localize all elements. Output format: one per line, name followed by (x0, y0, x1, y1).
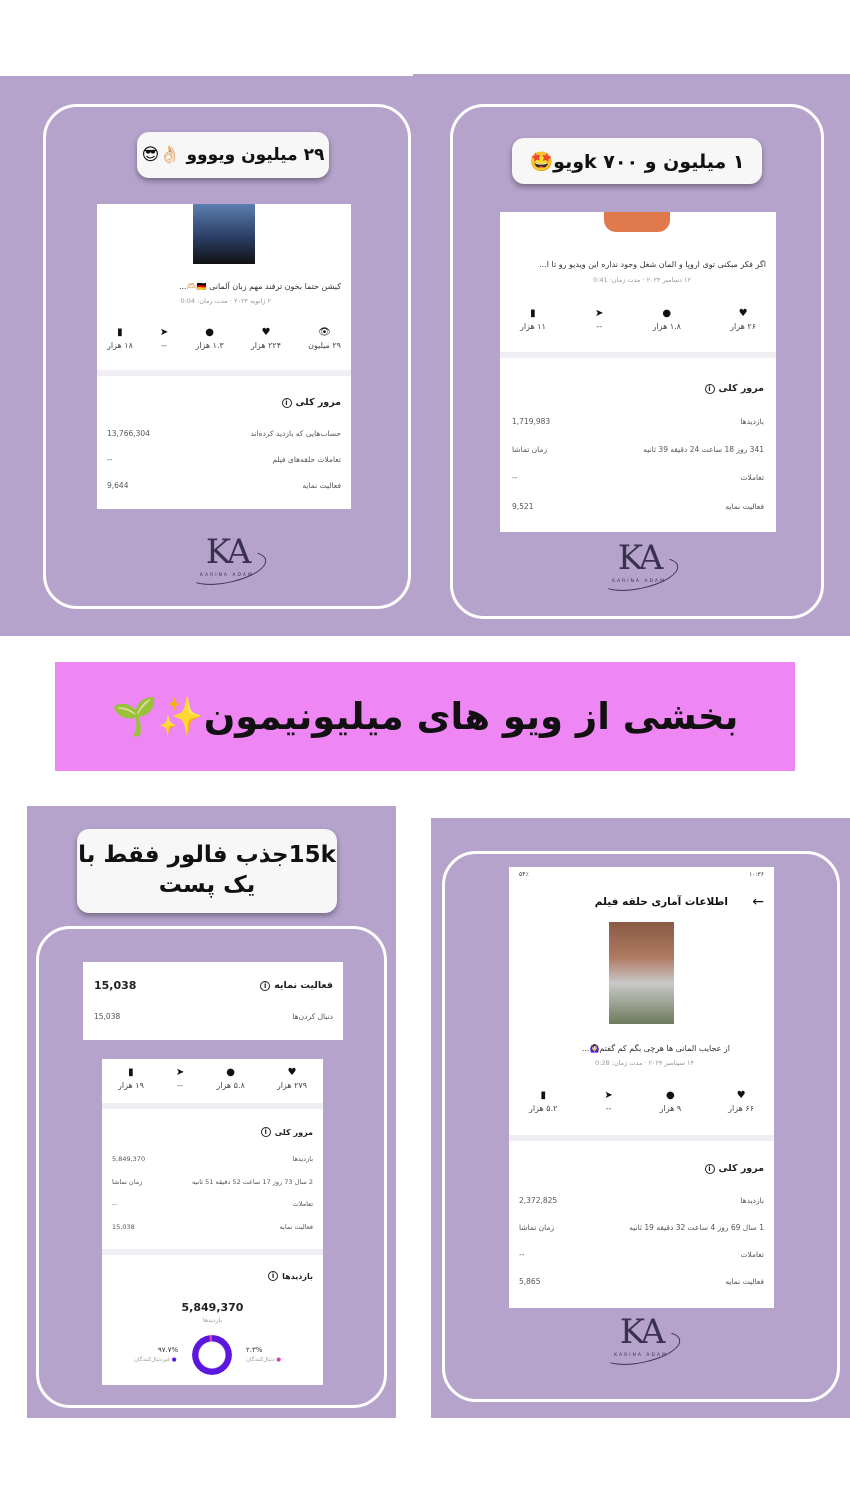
clock: ۱۰:۳۶ (749, 871, 764, 878)
followers-legend: ● دنبال‌کنندگان (246, 1357, 282, 1363)
overview-title[interactable]: مرور کلی i (705, 1163, 765, 1174)
metric-likes: ♥ ۲۶ هزار (730, 308, 756, 331)
views-badge-29m: ۲۹ میلیون ویووو 👌🏻😎 (137, 132, 329, 178)
reel-date: ۲ ژانویه ۲۰۲۴ · مدت زمان: 0:04 (180, 297, 271, 305)
back-button[interactable]: ← (752, 894, 764, 910)
metric-likes: ♥ ۲۲۴ هزار (250, 327, 281, 350)
reel-thumbnail[interactable] (604, 212, 670, 232)
heart-icon: ♥ (736, 1090, 746, 1101)
views-title[interactable]: بازدیدها i (268, 1271, 313, 1281)
overview-title[interactable]: مرور کلی i (282, 397, 342, 408)
followers-badge: 15kجذب فالور فقط با یک پست (77, 829, 337, 913)
stat-row: -- تعاملات حلقه‌های فیلم (107, 455, 341, 464)
heart-icon: ♥ (261, 327, 271, 338)
reel-insights-screen (509, 867, 774, 1308)
divider (509, 1135, 774, 1141)
stat-row: -- تعاملات (512, 473, 764, 482)
bookmark-icon: ▮ (117, 327, 123, 338)
stat-row: 9,644 فعالیت نمایه (107, 481, 341, 490)
info-icon[interactable]: i (705, 1164, 715, 1174)
reel-thumbnail[interactable] (193, 204, 255, 264)
stat-row: زمان تماشا 1 سال 69 روز 4 ساعت 32 دقیقه 19 ثانیه (519, 1223, 764, 1232)
insight-card-top-left (97, 204, 351, 509)
overview-title[interactable]: مرور کلی i (705, 383, 765, 394)
metric-saves: ▮ ۵.۲ هزار (529, 1090, 558, 1113)
nonfollowers-legend: ● غیردنبال‌کنندگان (134, 1357, 177, 1363)
banner-text: بخشی از ویو های میلیونیمون✨🌱 (111, 694, 739, 738)
bookmark-icon: ▮ (540, 1090, 546, 1101)
insight-card-bottom-left (102, 1059, 323, 1385)
metric-shares: ➤ -- (175, 1067, 185, 1090)
stat-row: -- تعاملات (112, 1200, 313, 1208)
divider (102, 1103, 323, 1109)
views-total-label: بازدیدها (203, 1317, 222, 1324)
reel-date: ۱۲ دسامبر ۲۰۲۴ · مدت زمان: 0:41 (593, 276, 691, 284)
divider (102, 1249, 323, 1255)
metrics-row (107, 328, 341, 350)
reel-date: ۱۴ سپتامبر ۲۰۲۴ · مدت زمان: 0:28 (595, 1059, 694, 1067)
status-bar (519, 871, 764, 878)
heart-icon: ♥ (287, 1067, 297, 1078)
comment-icon: ● (666, 1090, 675, 1101)
reel-caption: اگر فکر میکنی توی اروپا و المان شغل وجود نداره این ویدیو رو تا ا... (539, 260, 766, 269)
eye-icon: 👁 (318, 327, 331, 338)
profile-activity-value: 15,038 (94, 979, 137, 992)
metric-saves: ▮ ۱۸ هزار (107, 327, 133, 350)
overview-title[interactable]: مرور کلی i (261, 1127, 313, 1137)
share-icon: ➤ (159, 327, 169, 338)
views-badge-1-7m: ۱ میلیون و ۷۰۰ kویو🤩 (512, 138, 762, 184)
share-icon: ➤ (604, 1090, 613, 1101)
ka-logo: KA KARINA ADAM (594, 541, 684, 584)
metric-likes: ♥ ۲۷۹ هزار (276, 1067, 307, 1090)
share-icon: ➤ (175, 1067, 185, 1078)
views-donut-chart (192, 1335, 232, 1375)
stat-row: -- تعاملات (519, 1250, 764, 1259)
title-banner (55, 662, 795, 771)
stat-row: 13,766,304 حساب‌هایی که بازدید کرده‌اند (107, 429, 341, 438)
views-total: 5,849,370 (181, 1301, 244, 1314)
stat-row: 15,038 فعالیت نمایه (112, 1223, 313, 1231)
info-icon[interactable]: i (705, 384, 715, 394)
stat-row: زمان تماشا 341 روز 18 ساعت 24 دقیقه 39 ثانیه (512, 445, 764, 454)
reel-caption: از عجایب المانی ها هرچی بگم کم گفتم🙆🏻‍♀️... (581, 1044, 730, 1053)
battery-status: ۵۴٪ (519, 871, 529, 878)
info-icon[interactable]: i (282, 398, 292, 408)
metric-saves: ▮ ۱۱ هزار (520, 308, 546, 331)
metric-likes: ♥ ۶۶ هزار (728, 1090, 754, 1113)
comment-icon: ● (205, 327, 214, 338)
comment-icon: ● (662, 308, 672, 319)
share-icon: ➤ (595, 308, 604, 319)
comment-icon: ● (226, 1067, 235, 1078)
metric-views: 👁 ۲۹ میلیون (308, 327, 341, 350)
stat-row: 9,521 فعالیت نمایه (512, 502, 764, 511)
ka-logo: KA KARINA ADAM (596, 1315, 686, 1358)
metrics-row (520, 309, 756, 331)
metrics-row (529, 1091, 754, 1113)
divider (500, 352, 776, 358)
metrics-row (118, 1068, 307, 1090)
metric-shares: ➤ -- (595, 308, 604, 331)
stat-row: 15,038 دنبال کردن‌ها (94, 1012, 333, 1021)
profile-activity-card (83, 962, 343, 1040)
metric-comments: ● ۹ هزار (659, 1090, 682, 1113)
metric-shares: ➤ -- (604, 1090, 613, 1113)
metric-comments: ● ۱.۸ هزار (652, 308, 681, 331)
stat-row: 5,865 فعالیت نمایه (519, 1277, 764, 1286)
ka-logo: KA KARINA ADAM (182, 535, 272, 578)
metric-shares: ➤ -- (159, 327, 169, 350)
metric-comments: ● ۵.۸ هزار (216, 1067, 245, 1090)
info-icon[interactable]: i (268, 1271, 278, 1281)
bookmark-icon: ▮ (530, 308, 536, 319)
profile-activity-title[interactable]: فعالیت نمایه i (260, 980, 333, 991)
stat-row: 2,372,825 بازدیدها (519, 1196, 764, 1205)
heart-icon: ♥ (738, 308, 748, 319)
stat-row: 5,849,370 بازدیدها (112, 1155, 313, 1163)
info-icon[interactable]: i (260, 981, 270, 991)
nonfollowers-pct: ۹۷.۷% (158, 1346, 179, 1354)
bookmark-icon: ▮ (128, 1067, 134, 1078)
metric-saves: ▮ ۱۹ هزار (118, 1067, 144, 1090)
stat-row: 1,719,983 بازدیدها (512, 417, 764, 426)
reel-caption: کیشن حتما بخون ترفند مهم زبان آلمانی 🇩🇪🫶🏻... (178, 282, 341, 291)
reel-thumbnail[interactable] (609, 922, 674, 1024)
stat-row: زمان تماشا 2 سال 73 روز 17 ساعت 52 دقیقه 51 ثانیه (112, 1178, 313, 1186)
screen-title: اطلاعات آماری حلقه فیلم (594, 896, 728, 908)
metric-comments: ● ۱.۳ هزار (195, 327, 224, 350)
followers-pct: ۲.۳% (246, 1346, 263, 1354)
insight-card-top-right (500, 212, 776, 532)
info-icon[interactable]: i (261, 1127, 271, 1137)
divider (97, 370, 351, 376)
